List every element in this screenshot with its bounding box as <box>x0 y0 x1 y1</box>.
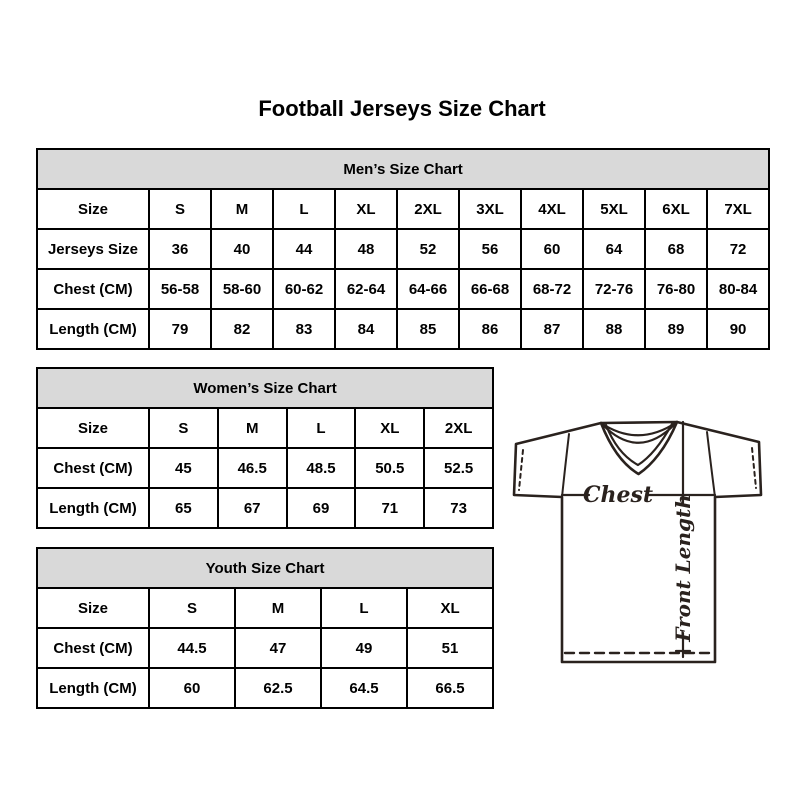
size-value-cell: 68-72 <box>521 269 583 309</box>
row-label-cell: Length (CM) <box>37 668 149 708</box>
size-value-cell: 85 <box>397 309 459 349</box>
size-value-cell: 86 <box>459 309 521 349</box>
size-value-cell: 90 <box>707 309 769 349</box>
size-value-cell: 66-68 <box>459 269 521 309</box>
size-value-cell: 60-62 <box>273 269 335 309</box>
size-value-cell: 72-76 <box>583 269 645 309</box>
size-value-cell: 62-64 <box>335 269 397 309</box>
table-row <box>37 588 493 628</box>
front-length-label: Front Length <box>671 494 695 642</box>
size-value-cell: 3XL <box>459 189 521 229</box>
size-value-cell: 83 <box>273 309 335 349</box>
size-value-cell: 62.5 <box>235 668 321 708</box>
size-value-cell: 52 <box>397 229 459 269</box>
row-label-cell: Size <box>37 588 149 628</box>
size-value-cell: XL <box>355 408 424 448</box>
chest-label: Chest <box>582 482 654 508</box>
table-row <box>37 269 769 309</box>
size-value-cell: 76-80 <box>645 269 707 309</box>
size-value-cell: 66.5 <box>407 668 493 708</box>
size-value-cell: 47 <box>235 628 321 668</box>
row-label-cell: Length (CM) <box>37 309 149 349</box>
row-label-cell: Size <box>37 189 149 229</box>
size-value-cell: L <box>273 189 335 229</box>
size-value-cell: 48.5 <box>287 448 356 488</box>
size-value-cell: 50.5 <box>355 448 424 488</box>
size-value-cell: 49 <box>321 628 407 668</box>
page-title: Football Jerseys Size Chart <box>258 96 546 121</box>
size-value-cell: XL <box>407 588 493 628</box>
size-value-cell: 45 <box>149 448 218 488</box>
size-value-cell: 72 <box>707 229 769 269</box>
size-value-cell: 69 <box>287 488 356 528</box>
size-value-cell: 84 <box>335 309 397 349</box>
size-value-cell: 36 <box>149 229 211 269</box>
size-value-cell: L <box>321 588 407 628</box>
size-value-cell: 82 <box>211 309 273 349</box>
size-value-cell: XL <box>335 189 397 229</box>
size-value-cell: 44 <box>273 229 335 269</box>
size-value-cell: 58-60 <box>211 269 273 309</box>
size-value-cell: 64-66 <box>397 269 459 309</box>
mens-size-table <box>36 148 770 350</box>
womens-table-title: Women’s Size Chart <box>37 368 493 408</box>
size-value-cell: S <box>149 189 211 229</box>
size-value-cell: 64 <box>583 229 645 269</box>
row-label-cell: Size <box>37 408 149 448</box>
table-row <box>37 229 769 269</box>
size-value-cell: 79 <box>149 309 211 349</box>
size-value-cell: 52.5 <box>424 448 493 488</box>
table-row <box>37 628 493 668</box>
size-value-cell: 88 <box>583 309 645 349</box>
size-value-cell: L <box>287 408 356 448</box>
table-title-row <box>37 368 493 408</box>
size-value-cell: 67 <box>218 488 287 528</box>
size-value-cell: 80-84 <box>707 269 769 309</box>
size-value-cell: 5XL <box>583 189 645 229</box>
mens-table-title: Men’s Size Chart <box>37 149 769 189</box>
table-row <box>37 309 769 349</box>
size-value-cell: 68 <box>645 229 707 269</box>
size-value-cell: 71 <box>355 488 424 528</box>
size-value-cell: M <box>211 189 273 229</box>
table-row <box>37 488 493 528</box>
size-value-cell: 4XL <box>521 189 583 229</box>
size-value-cell: 2XL <box>397 189 459 229</box>
row-label-cell: Chest (CM) <box>37 628 149 668</box>
size-value-cell: 60 <box>149 668 235 708</box>
size-value-cell: S <box>149 588 235 628</box>
row-label-cell: Chest (CM) <box>37 448 149 488</box>
table-row <box>37 189 769 229</box>
jersey-outline <box>514 422 761 662</box>
row-label-cell: Length (CM) <box>37 488 149 528</box>
size-value-cell: 2XL <box>424 408 493 448</box>
size-value-cell: 56-58 <box>149 269 211 309</box>
row-label-cell: Chest (CM) <box>37 269 149 309</box>
size-value-cell: M <box>218 408 287 448</box>
size-value-cell: 48 <box>335 229 397 269</box>
size-value-cell: 89 <box>645 309 707 349</box>
size-value-cell: 73 <box>424 488 493 528</box>
table-row <box>37 448 493 488</box>
youth-size-table <box>36 547 494 709</box>
size-value-cell: 64.5 <box>321 668 407 708</box>
size-value-cell: 87 <box>521 309 583 349</box>
size-value-cell: 65 <box>149 488 218 528</box>
table-row <box>37 668 493 708</box>
jersey-diagram-icon <box>495 398 780 683</box>
table-row <box>37 408 493 448</box>
size-value-cell: 7XL <box>707 189 769 229</box>
youth-table-title: Youth Size Chart <box>37 548 493 588</box>
size-value-cell: 51 <box>407 628 493 668</box>
size-value-cell: S <box>149 408 218 448</box>
row-label-cell: Jerseys Size <box>37 229 149 269</box>
size-value-cell: 46.5 <box>218 448 287 488</box>
size-value-cell: 60 <box>521 229 583 269</box>
table-title-row <box>37 149 769 189</box>
size-value-cell: M <box>235 588 321 628</box>
womens-size-table <box>36 367 494 529</box>
size-value-cell: 56 <box>459 229 521 269</box>
size-value-cell: 44.5 <box>149 628 235 668</box>
size-value-cell: 6XL <box>645 189 707 229</box>
size-value-cell: 40 <box>211 229 273 269</box>
table-title-row <box>37 548 493 588</box>
